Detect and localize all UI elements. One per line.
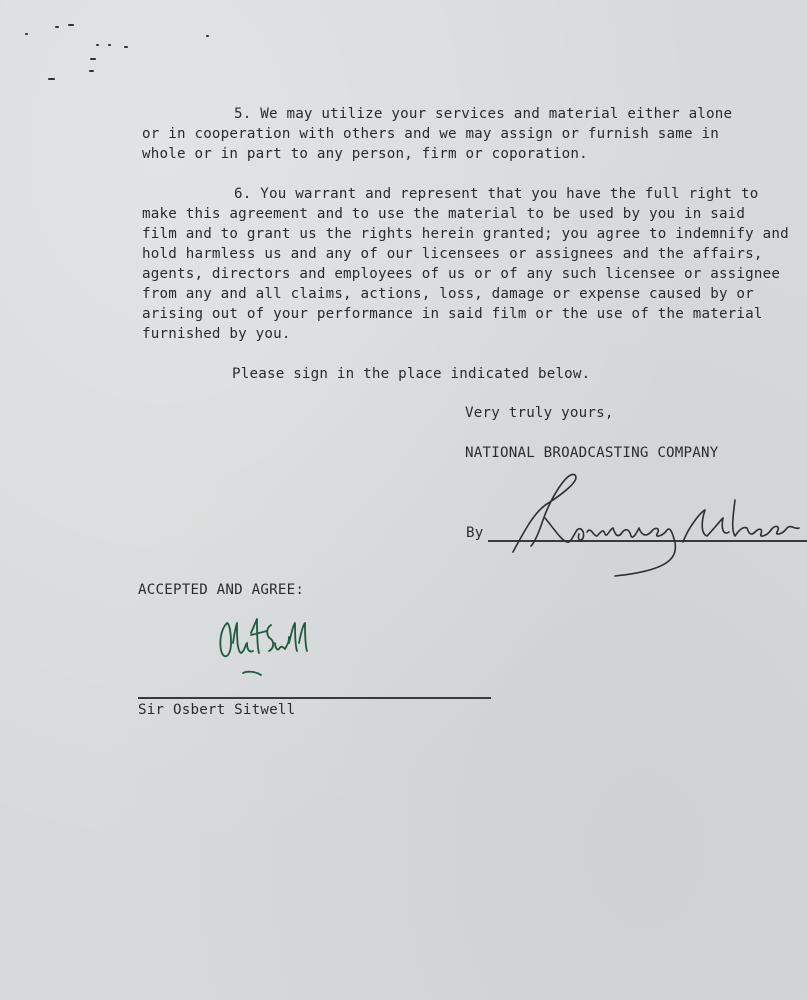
paper-speck — [108, 44, 111, 46]
by-label: By — [466, 525, 484, 541]
romney-wheeler-signature — [505, 470, 805, 580]
para6-line-7: arising out of your performance in said film or the use of the material — [142, 306, 763, 322]
para6-line-2: make this agreement and to use the material to be used by you in said — [142, 206, 746, 222]
paper-speck — [55, 26, 59, 28]
para6-line-3: film and to grant us the rights herein granted; you agree to indemnify and — [142, 226, 789, 242]
accepted-label: ACCEPTED AND AGREE: — [138, 582, 305, 598]
para6-line-6: from any and all claims, actions, loss, damage or expense caused by or — [142, 286, 754, 302]
para6-line-1: 6. You warrant and represent that you have the full right to — [234, 186, 759, 202]
paper-speck — [96, 44, 99, 46]
para6-line-4: hold harmless us and any of our licensees or assignees and the affairs, — [142, 246, 763, 262]
para5-line-2: or in cooperation with others and we may assign or furnish same in — [142, 126, 719, 142]
para5-line-3: whole or in part to any person, firm or coporation. — [142, 146, 588, 162]
paper-speck — [48, 78, 55, 80]
closing: Very truly yours, — [465, 405, 614, 421]
signatory-name: Sir Osbert Sitwell — [138, 702, 296, 718]
para5-line-1: 5. We may utilize your services and material either alone — [234, 106, 733, 122]
paper-speck — [25, 33, 28, 35]
para6-line-8: furnished by you. — [142, 326, 291, 342]
paper-speck — [90, 58, 96, 60]
sign-request: Please sign in the place indicated below. — [232, 366, 591, 382]
osbert-sitwell-signature — [215, 615, 315, 685]
company-name: NATIONAL BROADCASTING COMPANY — [465, 445, 719, 461]
para6-line-5: agents, directors and employees of us or of any such licensee or assignee — [142, 266, 781, 282]
paper-speck — [124, 46, 128, 48]
paper-speck — [89, 70, 94, 72]
accept-signature-line — [138, 697, 491, 699]
paper-speck — [206, 35, 209, 37]
paper-speck — [68, 24, 74, 26]
